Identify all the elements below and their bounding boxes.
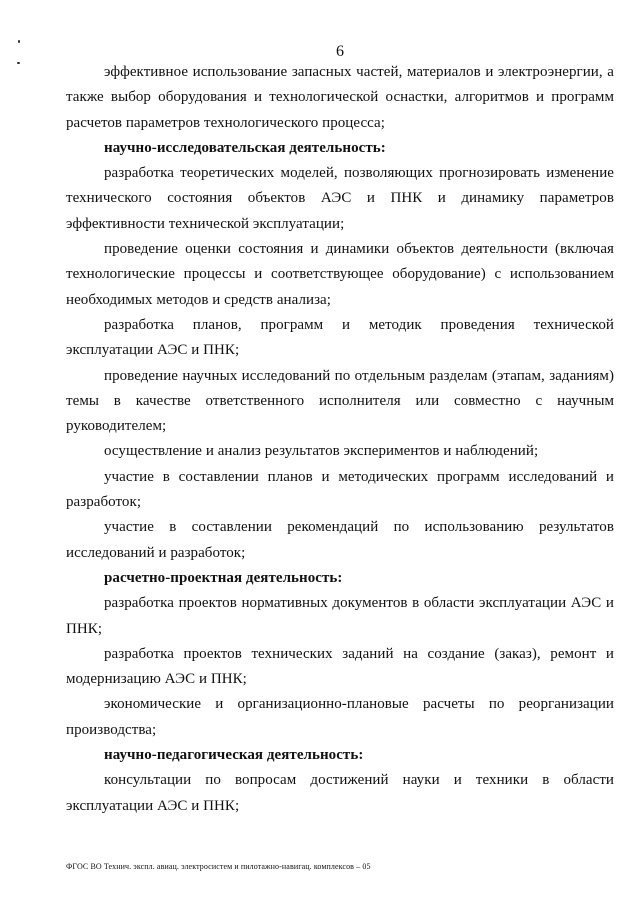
paragraph: проведение научных исследований по отдельным разделам (этапам, заданиям) темы в качестве ответственного исполнителя или совместно с научным руководителем; xyxy=(66,367,614,435)
paragraph: разработка проектов нормативных документов в области эксплуатации АЭС и ПНК; xyxy=(66,595,614,637)
paragraph: участие в составлении рекомендаций по использованию результатов исследований и разработок; xyxy=(66,519,614,561)
scan-artifact-mark xyxy=(17,62,20,64)
paragraph: участие в составлении планов и методических программ исследований и разработок; xyxy=(66,468,614,511)
document-body xyxy=(66,60,614,819)
page-number: 6 xyxy=(336,43,344,60)
paragraph: эффективное использование запасных частей, материалов и электроэнергии, а также выбор оборудования и технологической оснастки, алгоритмов и программ расчетов параметров технологического процесса; xyxy=(66,64,614,131)
document-footer: ФГОС ВО Технич. экспл. авиац. электросистем и пилотажно-навигац. комплексов – 05 xyxy=(66,862,371,871)
paragraph: разработка планов, программ и методик проведения технической эксплуатации АЭС и ПНК; xyxy=(66,316,614,359)
section-heading: научно-педагогическая деятельность: xyxy=(104,747,364,764)
paragraph: разработка проектов технических заданий на создание (заказ), ремонт и модернизацию АЭС и ПНК; xyxy=(66,645,614,688)
section-heading: расчетно-проектная деятельность: xyxy=(104,569,343,586)
paragraph: разработка теоретических моделей, позволяющих прогнозировать изменение технического состояния объектов АЭС и ПНК и динамику параметров эффективности технической эксплуатации; xyxy=(66,165,614,232)
section-heading: научно-исследовательская деятельность: xyxy=(104,139,386,156)
paragraph: осуществление и анализ результатов экспериментов и наблюдений; xyxy=(104,443,539,460)
paragraph: консультации по вопросам достижений науки и техники в области эксплуатации АЭС и ПНК; xyxy=(66,772,614,814)
paragraph: проведение оценки состояния и динамики объектов деятельности (включая технологические процессы и соответствующее оборудование) с использованием необходимых методов и средств анализа; xyxy=(66,241,614,308)
paragraph: экономические и организационно-плановые расчеты по реорганизации производства; xyxy=(66,696,614,738)
